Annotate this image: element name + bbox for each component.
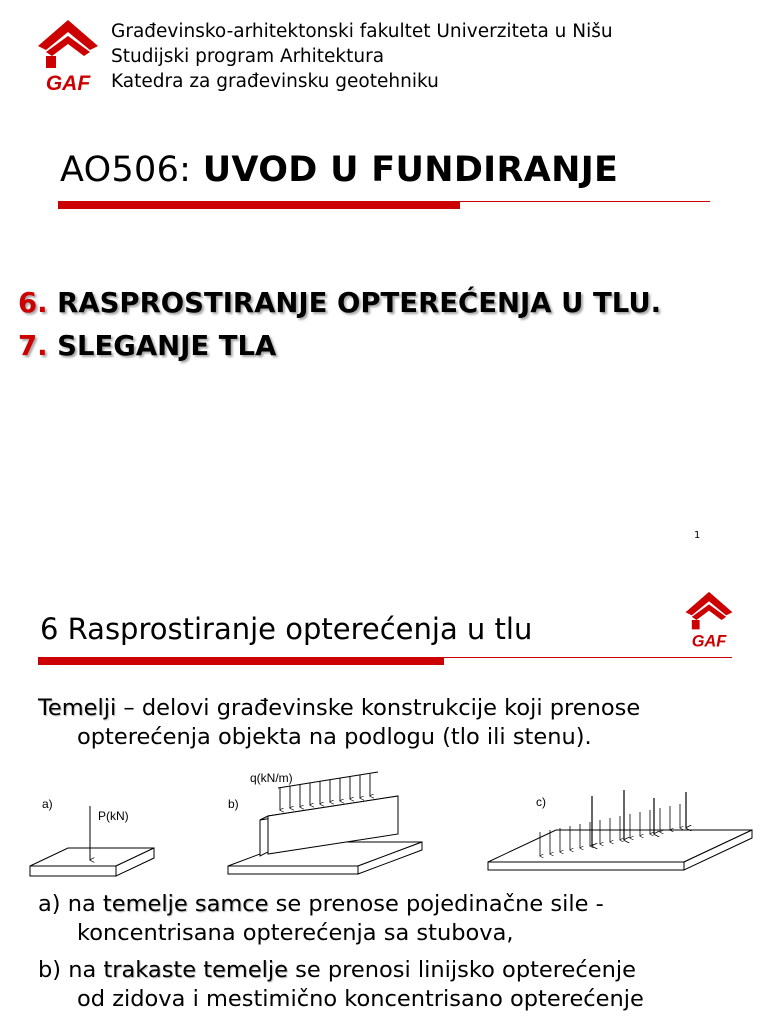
list-marker: b) [38, 957, 69, 983]
gaf-logo [684, 588, 734, 652]
figure-label-a: a) [42, 797, 53, 811]
topic-7 [18, 330, 276, 362]
course-title [60, 150, 618, 190]
institution-line: Studijski program Arhitektura [111, 46, 385, 67]
list-item-b [38, 956, 644, 1014]
list-text: na [68, 957, 104, 983]
intro-text: – delovi građevinske konstrukcije koji prenose [116, 695, 641, 721]
gaf-logo [36, 16, 100, 96]
course-code: AO506: [60, 150, 203, 190]
intro-term: Temelji [38, 695, 117, 721]
topic-number: 6. [18, 287, 48, 319]
list-text: na [67, 891, 103, 917]
line-load-label: q(kN/m) [250, 771, 293, 785]
list-text-line2: koncentrisana opterećenja sa stubova, [77, 920, 514, 946]
list-text: se prenose pojedinačne sile - [268, 891, 604, 917]
intro-text-line2: opterećenja objekta na podlogu (tlo ili stenu). [77, 724, 592, 750]
institution-header [111, 19, 613, 94]
slide-title: 6 Rasprostiranje opterećenja u tlu [40, 612, 533, 646]
list-item-a [38, 890, 604, 948]
logo-text: GAF [45, 72, 91, 95]
intro-paragraph [38, 694, 640, 752]
list-text-line2: od zidova i mestimično koncentrisano opterećenje [77, 986, 644, 1012]
title-divider-thick [38, 657, 444, 665]
isolated-footing-diagram [30, 797, 154, 876]
point-load-label: P(kN) [98, 809, 129, 823]
figure-label-b: b) [228, 797, 239, 811]
topic-6 [18, 287, 661, 319]
topic-text: RASPROSTIRANJE OPTEREĆENJA U TLU. [47, 287, 662, 319]
page-number: 1 [694, 530, 701, 541]
list-marker: a) [38, 891, 68, 917]
title-divider-thick [58, 201, 460, 209]
course-name: UVOD U FUNDIRANJE [202, 150, 619, 190]
roof-icon [686, 592, 733, 630]
topic-number: 7. [18, 330, 48, 362]
roof-icon [38, 20, 98, 68]
list-text: se prenosi linijsko opterećenje [288, 957, 636, 983]
raft-foundation-diagram [488, 790, 752, 870]
list-term: trakaste temelje [103, 957, 289, 983]
topic-text: SLEGANJE TLA [47, 330, 277, 362]
foundation-types-figure [22, 762, 762, 884]
strip-footing-diagram [228, 771, 422, 874]
institution-line: Građevinsko-arhitektonski fakultet Univerziteta u Nišu [111, 21, 613, 42]
institution-line: Katedra za građevinsku geotehniku [111, 71, 439, 92]
logo-text: GAF [691, 632, 727, 651]
figure-label-c: c) [536, 795, 546, 809]
list-term: temelje samce [102, 891, 269, 917]
